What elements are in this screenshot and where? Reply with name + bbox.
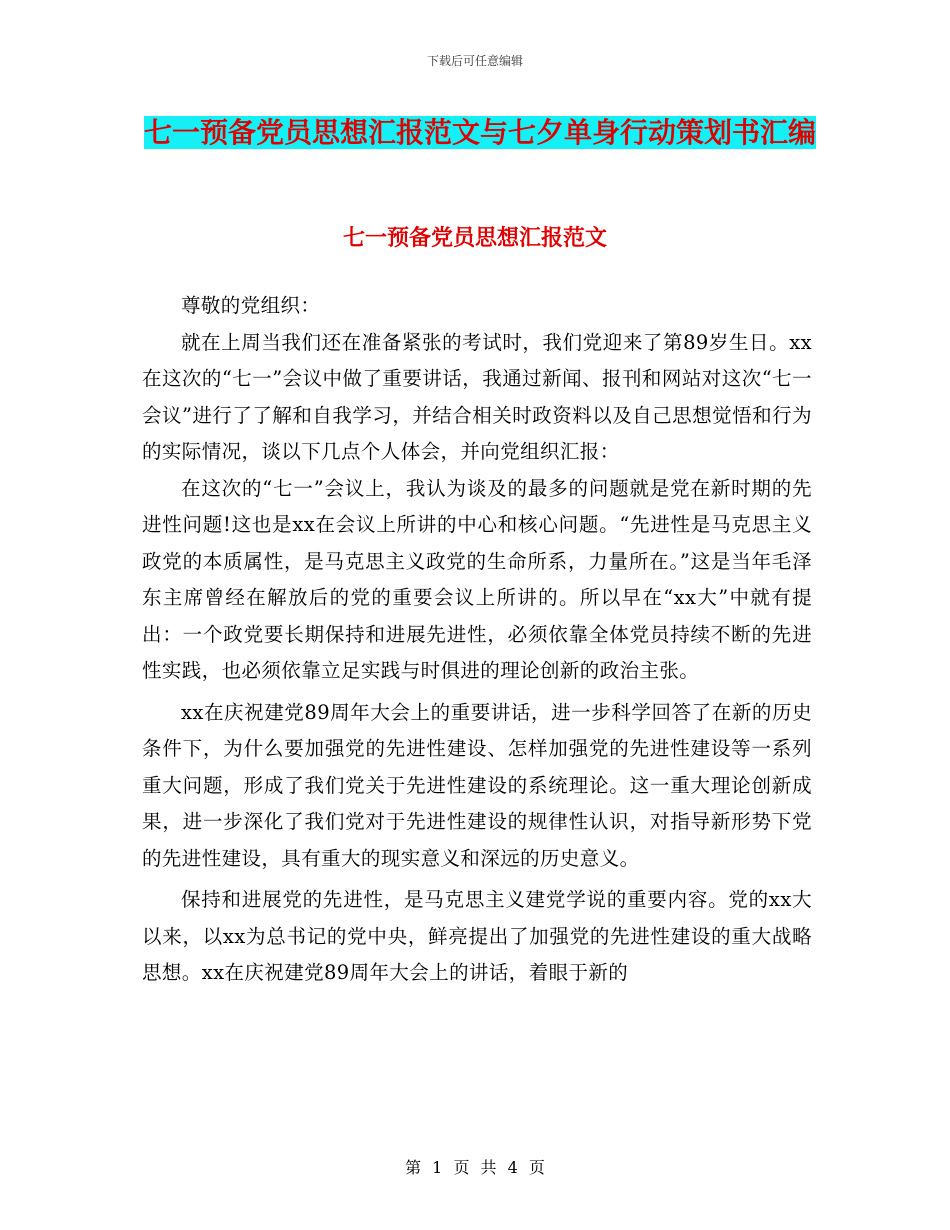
document-title (140, 108, 820, 157)
body-paragraph: 保持和进展党的先进性，是马克思主义建党学说的重要内容。党的xx大以来，以xx为总书记的党中央，鲜亮提出了加强党的先进性建设的重大战略思想。xx在庆祝建党89周年大会上的讲话，着眼于新的 (142, 888, 812, 984)
body-paragraph: 在这次的“七一”会议上，我认为谈及的最多的问题就是党在新时期的先进性问题!这也是xx在会议上所讲的中心和核心问题。“先进性是马克思主义政党的本质属性，是马克思主义政党的生命所系，力量所在。”这是当年毛泽东主席曾经在解放后的党的重要会议上所讲的。所以早在“xx大”中就有提出：一个政党要长期保持和进展先进性，必须依靠全体党员持续不断的先进性实践，也必须依靠立足实践与时俱进的理论创新的政治主张。 (142, 476, 812, 682)
section-title: 七一预备党员思想汇报范文 (342, 225, 607, 251)
page-header-note: 下载后可任意编辑 (426, 54, 523, 68)
page-number-footer: 第 1 页 共 4 页 (405, 1158, 545, 1177)
salutation-paragraph: 尊敬的党组织： (181, 294, 321, 317)
document-body (142, 288, 812, 992)
body-paragraph: 就在上周当我们还在准备紧张的考试时，我们党迎来了第89岁生日。xx在这次的“七一”会议中做了重要讲话，我通过新闻、报刊和网站对这次“七一会议”进行了了解和自我学习，并结合相关时政资料以及自己思想觉悟和行为的实际情况，谈以下几点个人体会，并向党组织汇报： (142, 330, 812, 463)
document-title-text: 七一预备党员思想汇报范文与七夕单身行动策划书汇编 (143, 116, 816, 149)
body-paragraph: xx在庆祝建党89周年大会上的重要讲话，进一步科学回答了在新的历史条件下，为什么要加强党的先进性建设、怎样加强党的先进性建设等一系列重大问题，形成了我们党关于先进性建设的系统理论。这一重大理论创新成果，进一步深化了我们党对于先进性建设的规律性认识，对指导新形势下党的先进性建设，具有重大的现实意义和深远的历史意义。 (142, 700, 812, 870)
